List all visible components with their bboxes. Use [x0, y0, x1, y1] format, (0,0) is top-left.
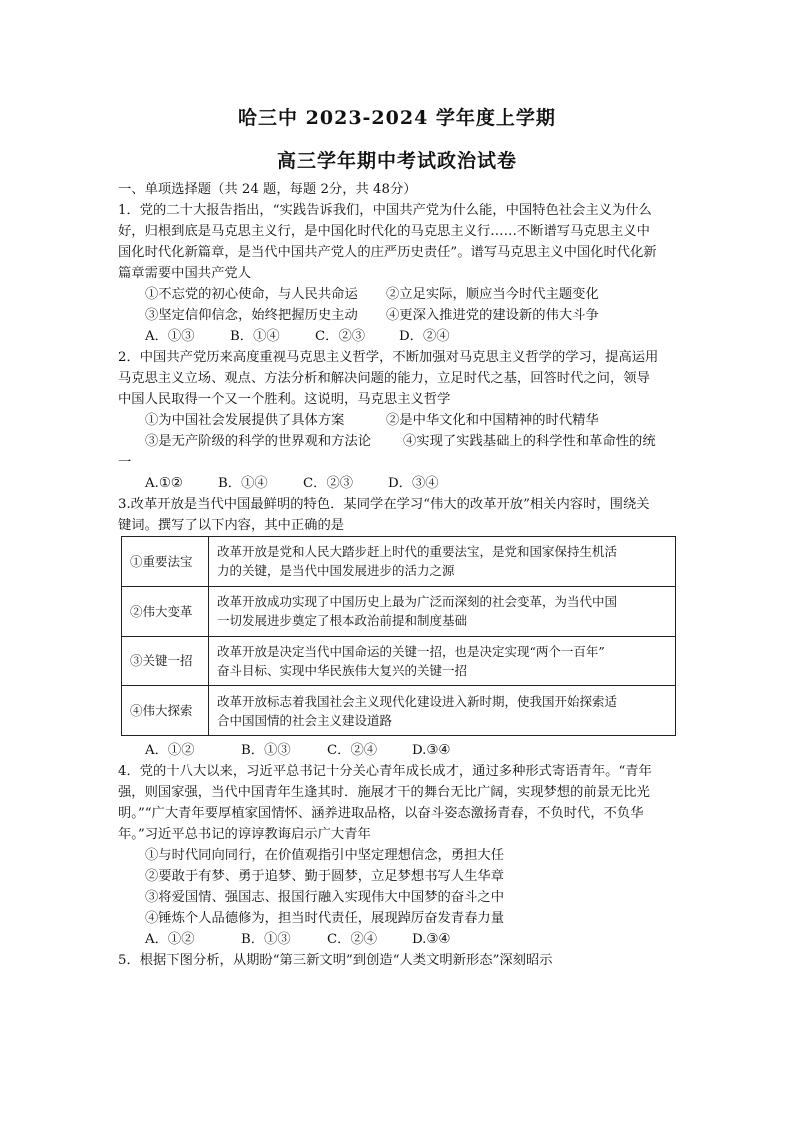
q2-item-wrap: 一 — [118, 455, 132, 470]
q4-stem-line: 年。”习近平总书记的谆谆教诲启示广大青年 — [118, 827, 371, 842]
q2-choice-a: A.①② — [145, 476, 183, 491]
q3-stem-line: 键词。撰写了以下内容，其中正确的是 — [118, 518, 345, 533]
q2-choice-b: B．①④ — [218, 476, 268, 491]
table-text-line: 一切发展进步奠定了根本政治前提和制度基础 — [217, 613, 468, 629]
table-text-cell — [209, 686, 676, 736]
q4-stem-line: 强，则国家强，当代中国青年生逢其时．施展才干的舞台无比广阔，实现梦想的前景无比光 — [118, 785, 650, 800]
table-text-cell — [209, 586, 676, 636]
table-text-line: 改革开放是党和人民大踏步赶上时代的重要法宝，是党和国家保持生机活 — [217, 544, 618, 560]
q2-stem-line: 马克思主义立场、观点、方法分析和解决问题的能力，立足时代之基，回答时代之问，领导 — [118, 371, 650, 386]
q1-stem-line: 好，归根到底是马克思主义行，是中国化时代化的马克思主义行……不断谱写马克思主义中 — [118, 224, 650, 239]
q1-item: ④更深入推进党的建设新的伟大斗争 — [386, 308, 599, 323]
q1-item: ②立足实际，顺应当今时代主题变化 — [386, 287, 599, 302]
q4-choice-a: A．①② — [145, 932, 195, 947]
q1-choice-a: A．①③ — [145, 329, 195, 344]
q2-item: ④实现了实践基础上的科学性和革命性的统 — [403, 434, 656, 449]
table-key-cell: ①重要法宝 — [122, 537, 209, 587]
q2-choice-d: D．③④ — [388, 476, 439, 491]
q4-item: ②要敢于有梦、勇于追梦、勤于圆梦，立足梦想书写人生华章 — [145, 869, 505, 884]
exam-title-line2: 高三学年期中考试政治试卷 — [276, 150, 517, 172]
q1-item: ①不忘党的初心使命，与人民共命运 — [145, 287, 358, 302]
q5-stem-line: 5．根据下图分析，从期盼“第三新文明”到创造“人类文明新形态”深刻昭示 — [118, 953, 553, 968]
q3-choice-c: C．②④ — [327, 743, 378, 758]
q1-stem-line: 篇章需要中国共产党人 — [118, 266, 251, 281]
q2-stem-line: 2．中国共产党历来高度重视马克思主义哲学，不断加强对马克思主义哲学的学习，提高运用 — [118, 350, 659, 365]
q1-choice-d: D．②④ — [399, 329, 450, 344]
table-text-line: 合中国国情的社会主义建设道路 — [217, 712, 393, 728]
q4-item: ③将爱国情、强国志、报国行融入实现伟大中国梦的奋斗之中 — [145, 890, 505, 905]
q3-choice-b: B．①③ — [241, 743, 291, 758]
table-row — [122, 537, 676, 587]
q2-item: ②是中华文化和中国精神的时代精华 — [386, 413, 599, 428]
table-key-cell: ②伟大变革 — [122, 586, 209, 636]
q2-choice-c: C．②③ — [303, 476, 354, 491]
q3-stem-line: 3.改革开放是当代中国最鲜明的特色．某同学在学习“伟大的改革开放”相关内容时，围绕关 — [118, 497, 650, 512]
q3-choice-a: A．①② — [145, 743, 195, 758]
q1-choice-b: B．①④ — [230, 329, 280, 344]
keyword-table — [121, 536, 676, 736]
q4-stem-line: 明。”“广大青年要厚植家国情怀、涵养进取品格，以奋斗姿态激扬青春，不负时代，不负华 — [118, 806, 644, 821]
table-text-line: 力的关键，是当代中国发展进步的活力之源 — [217, 563, 455, 579]
exam-title-line1: 哈三中 2023-2024 学年度上学期 — [238, 107, 556, 129]
q3-choice-d: D.③④ — [412, 743, 451, 758]
q4-item: ④锤炼个人品德修为，担当时代责任，展现踔厉奋发青春力量 — [145, 911, 505, 926]
q2-item: ③是无产阶级的科学的世界观和方法论 — [145, 434, 372, 449]
section-heading: 一、单项选择题（共 24 题，每题 2分，共 48分） — [118, 182, 417, 197]
table-text-cell — [209, 636, 676, 686]
table-text-line: 改革开放成功实现了中国历史上最为广泛而深刻的社会变革，为当代中国 — [217, 594, 618, 610]
table-key-cell: ④伟大探索 — [122, 686, 209, 736]
table-key-cell: ③关键一招 — [122, 636, 209, 686]
q1-choice-c: C．②③ — [315, 329, 366, 344]
q4-choice-d: D.③④ — [412, 932, 451, 947]
q4-choice-b: B．①③ — [241, 932, 291, 947]
q1-stem-line: 1．党的二十大报告指出，“实践告诉我们，中国共产党为什么能，中国特色社会主义为什么 — [118, 203, 652, 218]
q1-stem-line: 国化时代化新篇章，是当代中国共产党人的庄严历史责任”。谱写马克思主义中国化时代化新 — [118, 245, 657, 260]
q4-stem-line: 4．党的十八大以来，习近平总书记十分关心青年成长成才，通过多种形式寄语青年。“青年 — [118, 764, 652, 779]
table-text-cell — [209, 537, 676, 587]
table-row — [122, 686, 676, 736]
q2-item: ①为中国社会发展提供了具体方案 — [145, 413, 345, 428]
q2-stem-line: 中国人民取得一个又一个胜利。这说明，马克思主义哲学 — [118, 392, 451, 407]
table-text-line: 改革开放标志着我国社会主义现代化建设进入新时期，使我国开始探索适 — [217, 693, 618, 709]
q4-item: ①与时代同向同行，在价值观指引中坚定理想信念，勇担大任 — [145, 848, 505, 863]
table-row — [122, 586, 676, 636]
table-text-line: 奋斗目标、实现中华民族伟大复兴的关键一招 — [217, 662, 468, 678]
table-text-line: 改革开放是决定当代中国命运的关键一招，也是决定实现“两个一百年” — [217, 643, 605, 659]
q4-choice-c: C．②④ — [327, 932, 378, 947]
table-row — [122, 636, 676, 686]
q1-item: ③坚定信仰信念，始终把握历史主动 — [145, 308, 358, 323]
